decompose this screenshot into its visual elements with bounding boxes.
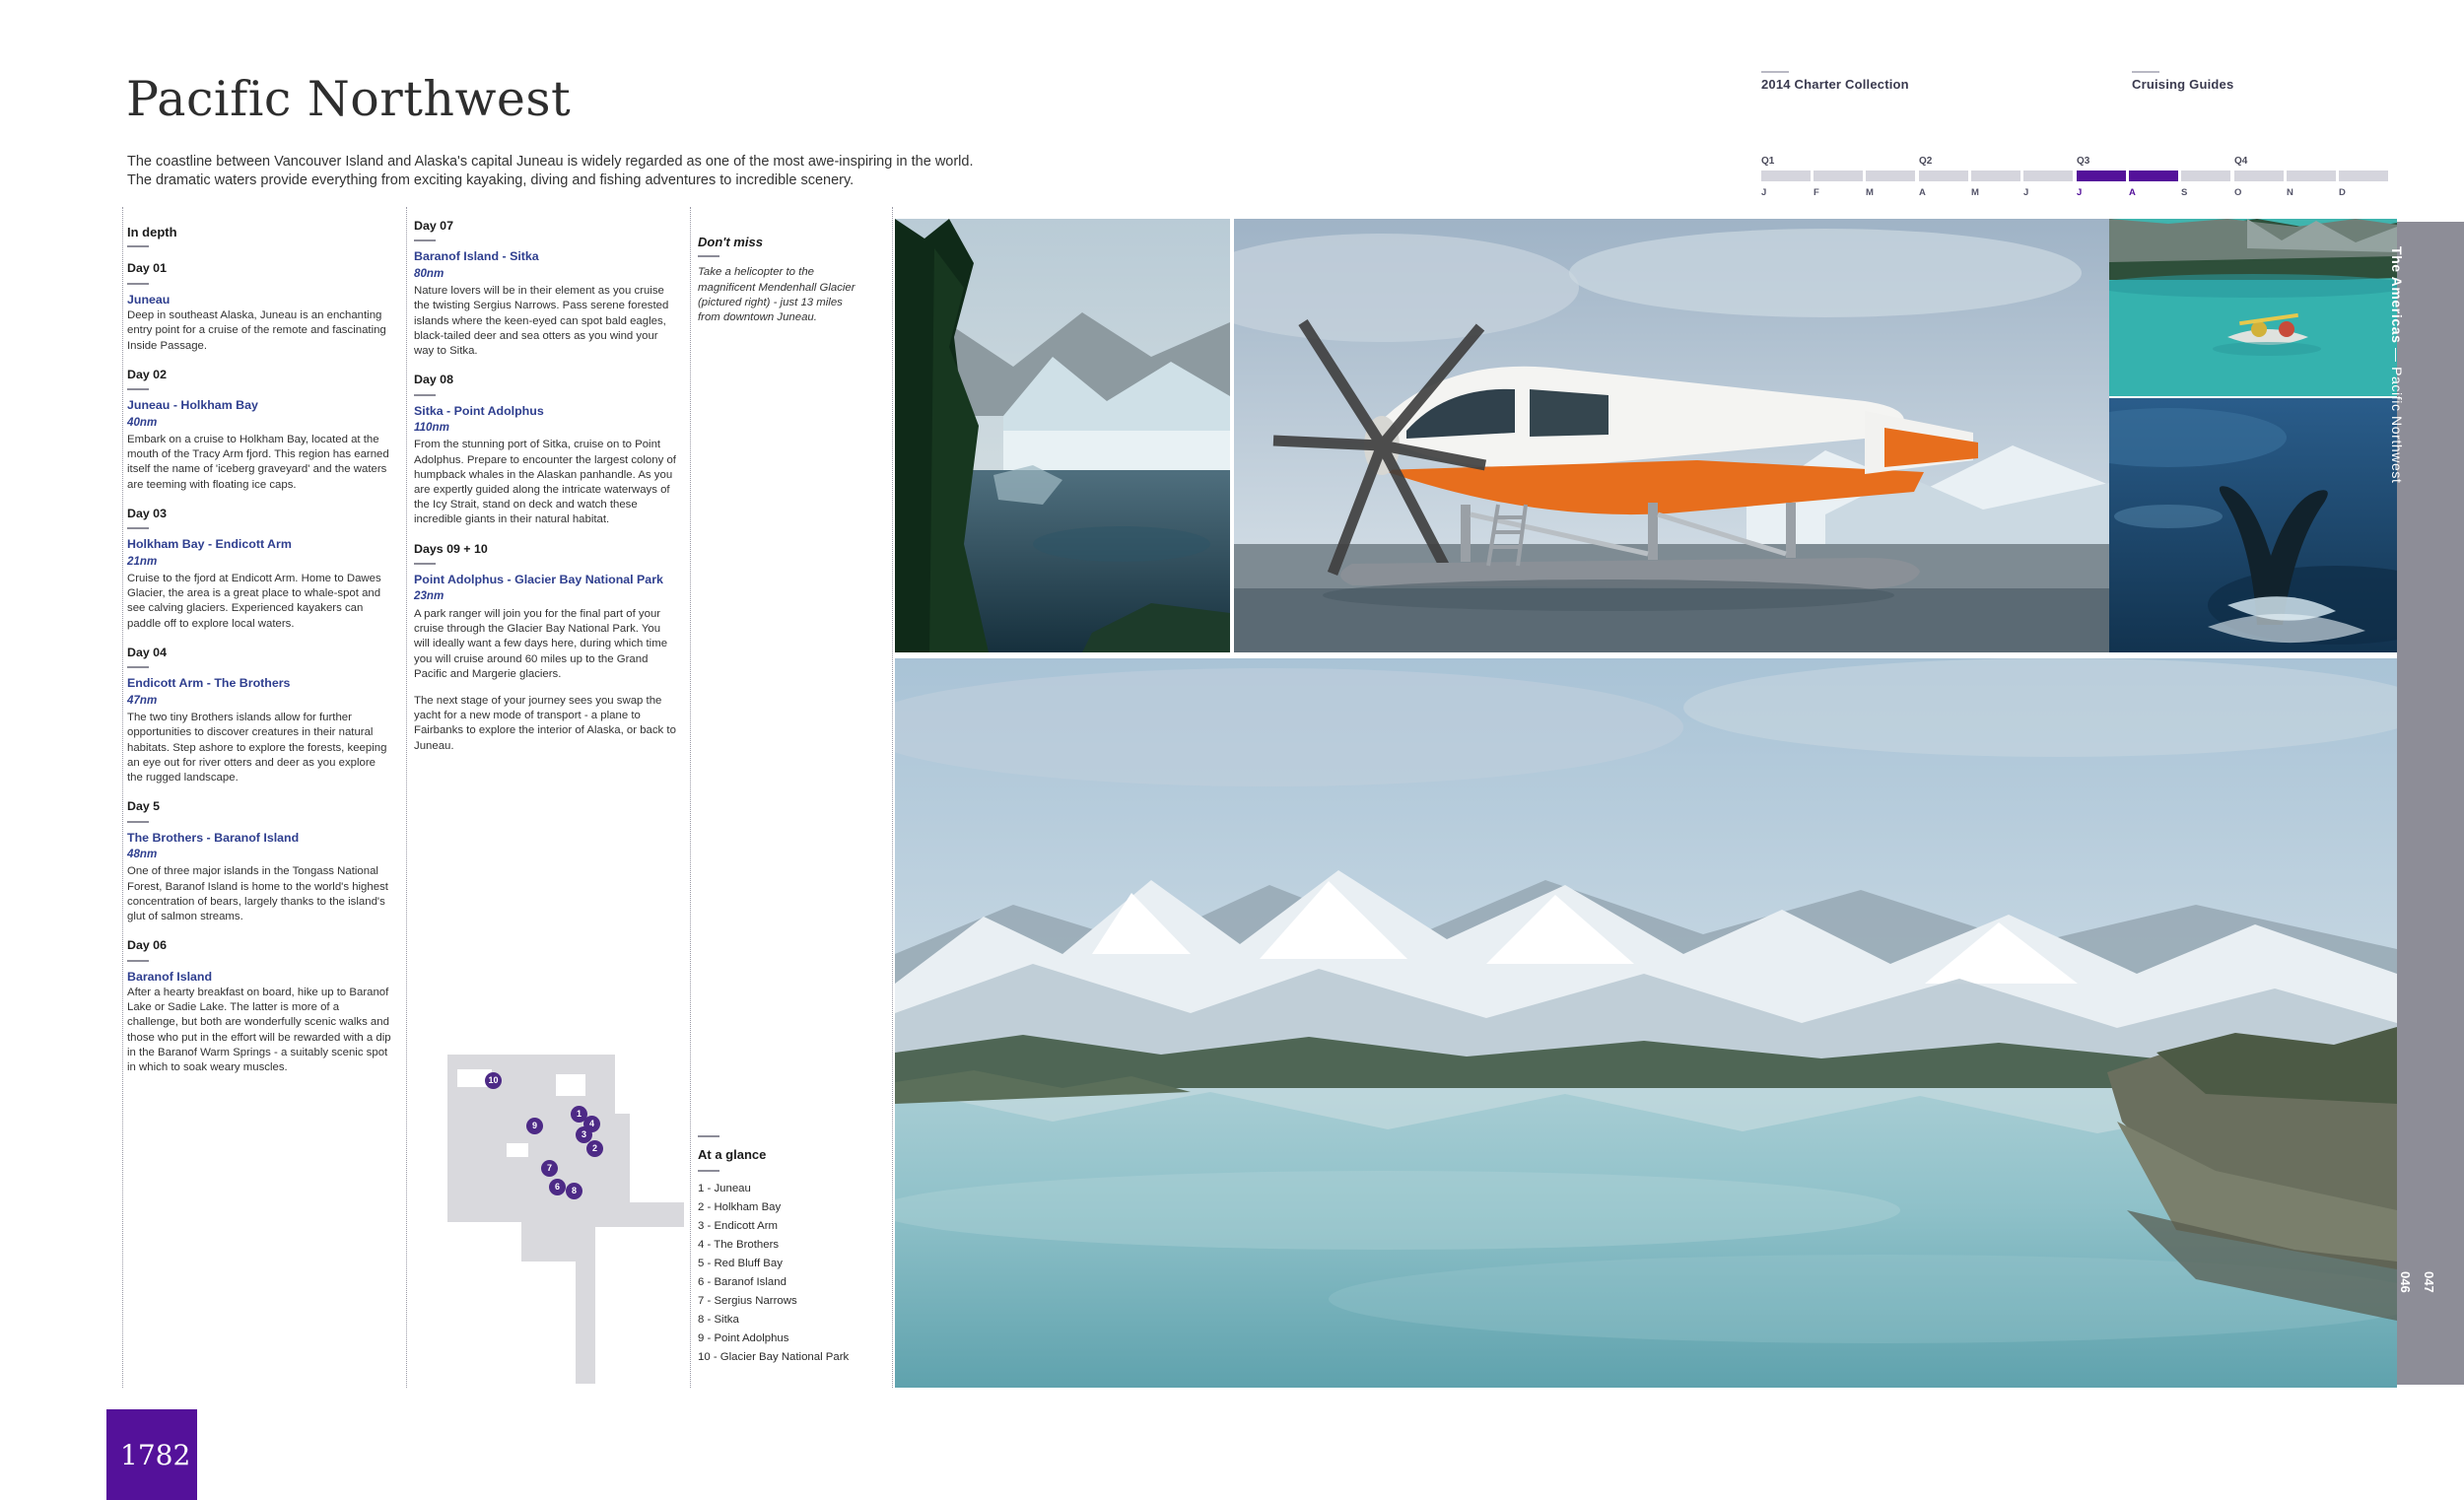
- dont-miss-column: [698, 235, 860, 325]
- map-marker-7[interactable]: 7: [541, 1160, 558, 1177]
- map-marker-9[interactable]: 9: [526, 1118, 543, 1134]
- brand-logo: [106, 1409, 197, 1500]
- place-name: Baranof Island - Sitka: [414, 249, 539, 264]
- month-bar-apr: [1919, 170, 1968, 181]
- entry-text: Cruise to the fjord at Endicott Arm. Home to Dawes Glacier, the area is a great place to whale-spot and see calving glaciers. Experienced kayakers can paddle off to explore local waters.: [127, 573, 381, 630]
- distance-label: 47nm: [127, 693, 158, 707]
- guides-rule: [2132, 71, 2159, 73]
- day-rule: [127, 527, 149, 529]
- in-depth-heading: In depth: [127, 225, 177, 239]
- entry-text: From the stunning port of Sitka, cruise on to Point Adolphus. Prepare to encounter the largest colony of humpback whales in the Alaskan panhandle. As you are expertly guided along the intricate waterways of the Icy Strait, stand on deck and watch these incredible giants in their natural habitat.: [414, 439, 676, 526]
- place-name: Point Adolphus - Glacier Bay National Park: [414, 573, 663, 587]
- day-rule: [127, 960, 149, 962]
- month-label-may: M: [1971, 187, 1979, 198]
- place-name: Sitka - Point Adolphus: [414, 403, 544, 418]
- list-item: 6 - Baranof Island: [698, 1276, 787, 1288]
- glance-rule: [698, 1135, 719, 1137]
- day-label: Days 09 + 10: [414, 541, 488, 556]
- place-name: Endicott Arm - The Brothers: [127, 676, 291, 691]
- map-marker-10[interactable]: 10: [485, 1072, 502, 1089]
- day-label: Day 03: [127, 506, 167, 520]
- entry-text: Deep in southeast Alaska, Juneau is an enchanting entry point for a cruise of the remote and fascinating Inside Passage.: [127, 309, 386, 352]
- at-a-glance-heading: At a glance: [698, 1147, 767, 1162]
- column-rule-4: [892, 207, 893, 1388]
- month-bar-jan: [1761, 170, 1811, 181]
- closing-text: The next stage of your journey sees you swap the yacht for a new mode of transport - a plane to Fairbanks to explore the interior of Alaska, or back to Juneau.: [414, 694, 676, 752]
- distance-label: 48nm: [127, 847, 158, 860]
- day-label: Day 02: [127, 367, 167, 381]
- month-label-sep: S: [2181, 187, 2188, 198]
- itinerary-entry: [127, 646, 391, 785]
- month-bar-may: [1971, 170, 2020, 181]
- place-name: Juneau: [127, 292, 171, 307]
- month-label-nov: N: [2287, 187, 2293, 198]
- glacier-forest-photo: [895, 219, 1230, 652]
- day-rule: [414, 239, 436, 241]
- list-item: 3 - Endicott Arm: [698, 1220, 779, 1232]
- place-name: The Brothers - Baranof Island: [127, 830, 300, 845]
- list-item: 8 - Sitka: [698, 1314, 739, 1326]
- day-label: Day 01: [127, 261, 167, 276]
- day-rule: [414, 563, 436, 565]
- month-label-dec: D: [2339, 187, 2346, 198]
- page-number-left: 046: [2398, 1271, 2413, 1293]
- seaplane-photo: [1234, 219, 2109, 652]
- itinerary-entry: [414, 542, 678, 682]
- place-name: Juneau - Holkham Bay: [127, 398, 258, 413]
- day-rule: [127, 821, 149, 823]
- day-label: Day 07: [414, 219, 453, 233]
- month-bar-feb: [1814, 170, 1863, 181]
- distance-label: 40nm: [127, 415, 158, 429]
- month-bar-dec: [2339, 170, 2388, 181]
- charter-rule: [1761, 71, 1789, 73]
- itinerary-column-two: [414, 219, 678, 754]
- month-label-jun: J: [2023, 187, 2029, 198]
- itinerary-column-one: [127, 225, 391, 1075]
- month-bar-mar: [1866, 170, 1915, 181]
- entry-text: A park ranger will join you for the final part of your cruise through the Glacier Bay National Park. You will ideally want a few days here, during which time you will cruise around 60 miles up to the Grand Pacific and Margerie glaciers.: [414, 607, 668, 680]
- day-rule: [127, 388, 149, 390]
- distance-label: 23nm: [414, 589, 445, 603]
- month-bar-sep: [2181, 170, 2230, 181]
- column-rule-3: [690, 207, 691, 1388]
- month-label-apr: A: [1919, 187, 1926, 198]
- day-rule: [414, 394, 436, 396]
- entry-text: Nature lovers will be in their element as you cruise the twisting Sergius Narrows. Pass serene forested islands where the keen-eyed can spot bald eagles, black-tailed deer and sea otters as you wind your way to Sitka.: [414, 285, 669, 358]
- season-calendar: [1761, 156, 2392, 201]
- day-label: Day 06: [127, 938, 167, 953]
- month-label-mar: M: [1866, 187, 1874, 198]
- month-bar-oct: [2234, 170, 2284, 181]
- itinerary-entry: [127, 938, 391, 1075]
- tab-separator: —: [2389, 343, 2405, 368]
- list-item: 2 - Holkham Bay: [698, 1201, 782, 1213]
- list-item: 9 - Point Adolphus: [698, 1332, 789, 1344]
- day-rule: [127, 666, 149, 668]
- map-marker-3[interactable]: 3: [576, 1126, 592, 1143]
- month-label-jul: J: [2077, 187, 2083, 198]
- map-marker-6[interactable]: 6: [549, 1179, 566, 1195]
- logo-text: 1782: [120, 1439, 191, 1471]
- day-label: Day 04: [127, 645, 167, 659]
- entry-text: The two tiny Brothers islands allow for further opportunities to discover creatures in their natural habitats. Step ashore to explore the forests, keeping an eye out for river otters and deer as you explore the rugged landscape.: [127, 712, 387, 784]
- day-rule: [127, 283, 149, 285]
- section-tab-label: [2389, 246, 2405, 641]
- map-marker-1[interactable]: 1: [571, 1106, 587, 1123]
- list-item: 5 - Red Bluff Bay: [698, 1258, 783, 1269]
- distance-label: 21nm: [127, 554, 158, 568]
- itinerary-entry: [127, 507, 391, 632]
- whale-tail-photo: [2109, 398, 2397, 652]
- month-bar-nov: [2287, 170, 2336, 181]
- day-label: Day 5: [127, 799, 161, 814]
- kayakers-photo: [2109, 219, 2397, 396]
- quarter-label-q4: Q4: [2234, 156, 2248, 167]
- quarter-label-q3: Q3: [2077, 156, 2090, 167]
- cruising-guides-label: Cruising Guides: [2132, 77, 2234, 92]
- list-item: 10 - Glacier Bay National Park: [698, 1351, 850, 1363]
- section-name: The Americas: [2389, 246, 2405, 344]
- column-rule-1: [122, 207, 123, 1388]
- at-a-glance-panel: [698, 1135, 865, 1367]
- month-label-feb: F: [1814, 187, 1819, 198]
- month-bar-aug: [2129, 170, 2178, 181]
- month-label-oct: O: [2234, 187, 2242, 198]
- itinerary-entry: [127, 261, 391, 353]
- charter-collection-label: 2014 Charter Collection: [1761, 77, 1909, 92]
- glacier-bay-panorama-photo: [895, 658, 2397, 1388]
- entry-text: Embark on a cruise to Holkham Bay, located at the mouth of the Tracy Arm fjord. This region has earned itself the name of 'iceberg graveyard' and the waters are teeming with floating ice caps.: [127, 434, 389, 491]
- place-name: Holkham Bay - Endicott Arm: [127, 537, 292, 552]
- place-name: Baranof Island: [127, 969, 213, 984]
- itinerary-map: [418, 1015, 684, 1384]
- page-title: Pacific Northwest: [126, 71, 572, 127]
- quarter-label-q1: Q1: [1761, 156, 1775, 167]
- heading-rule: [127, 245, 149, 247]
- month-bar-jul: [2077, 170, 2126, 181]
- list-item: 4 - The Brothers: [698, 1239, 780, 1251]
- section-tab: [2397, 222, 2464, 1385]
- itinerary-entry: [414, 373, 678, 527]
- day-label: Day 08: [414, 373, 453, 387]
- quarter-label-q2: Q2: [1919, 156, 1933, 167]
- distance-label: 110nm: [414, 421, 449, 435]
- month-bar-jun: [2023, 170, 2073, 181]
- map-marker-8[interactable]: 8: [566, 1183, 582, 1199]
- region-name: Pacific Northwest: [2389, 367, 2405, 484]
- itinerary-entry: [414, 219, 678, 359]
- page-number-right: 047: [2422, 1271, 2436, 1293]
- list-item: 7 - Sergius Narrows: [698, 1295, 797, 1307]
- dont-miss-heading: Don't miss: [698, 235, 763, 249]
- entry-text: After a hearty breakfast on board, hike up to Baranof Lake or Sadie Lake. The latter is more of a challenge, but both are wonderfully scenic walks and those who put in the effort will be rewarded with a dip in the Baranof Warm Springs - a suitably scenic spot in which to soak weary muscles.: [127, 986, 391, 1073]
- entry-text: One of three major islands in the Tongass National Forest, Baranof Island is home to the world's highest concentration of bears, largely thanks to the island's glut of salmon streams.: [127, 865, 388, 922]
- map-marker-4[interactable]: 4: [583, 1116, 600, 1132]
- list-item: 1 - Juneau: [698, 1183, 751, 1194]
- column-rule-2: [406, 207, 407, 1388]
- itinerary-entry: [127, 368, 391, 493]
- map-marker-2[interactable]: 2: [586, 1140, 603, 1157]
- intro-paragraph: The coastline between Vancouver Island and Alaska's capital Juneau is widely regarded as one of the most awe-inspiring in the world. The dramatic waters provide everything from exciting kayaking, diving and fishing adventures to incredible scenery.: [127, 154, 974, 188]
- dont-miss-text: Take a helicopter to the magnificent Mendenhall Glacier (pictured right) - just 13 miles from downtown Juneau.: [698, 266, 856, 324]
- distance-label: 80nm: [414, 266, 445, 280]
- itinerary-entry: [127, 799, 391, 924]
- dont-miss-rule: [698, 255, 719, 257]
- month-label-jan: J: [1761, 187, 1767, 198]
- glance-rule-2: [698, 1170, 719, 1172]
- month-label-aug: A: [2129, 187, 2136, 198]
